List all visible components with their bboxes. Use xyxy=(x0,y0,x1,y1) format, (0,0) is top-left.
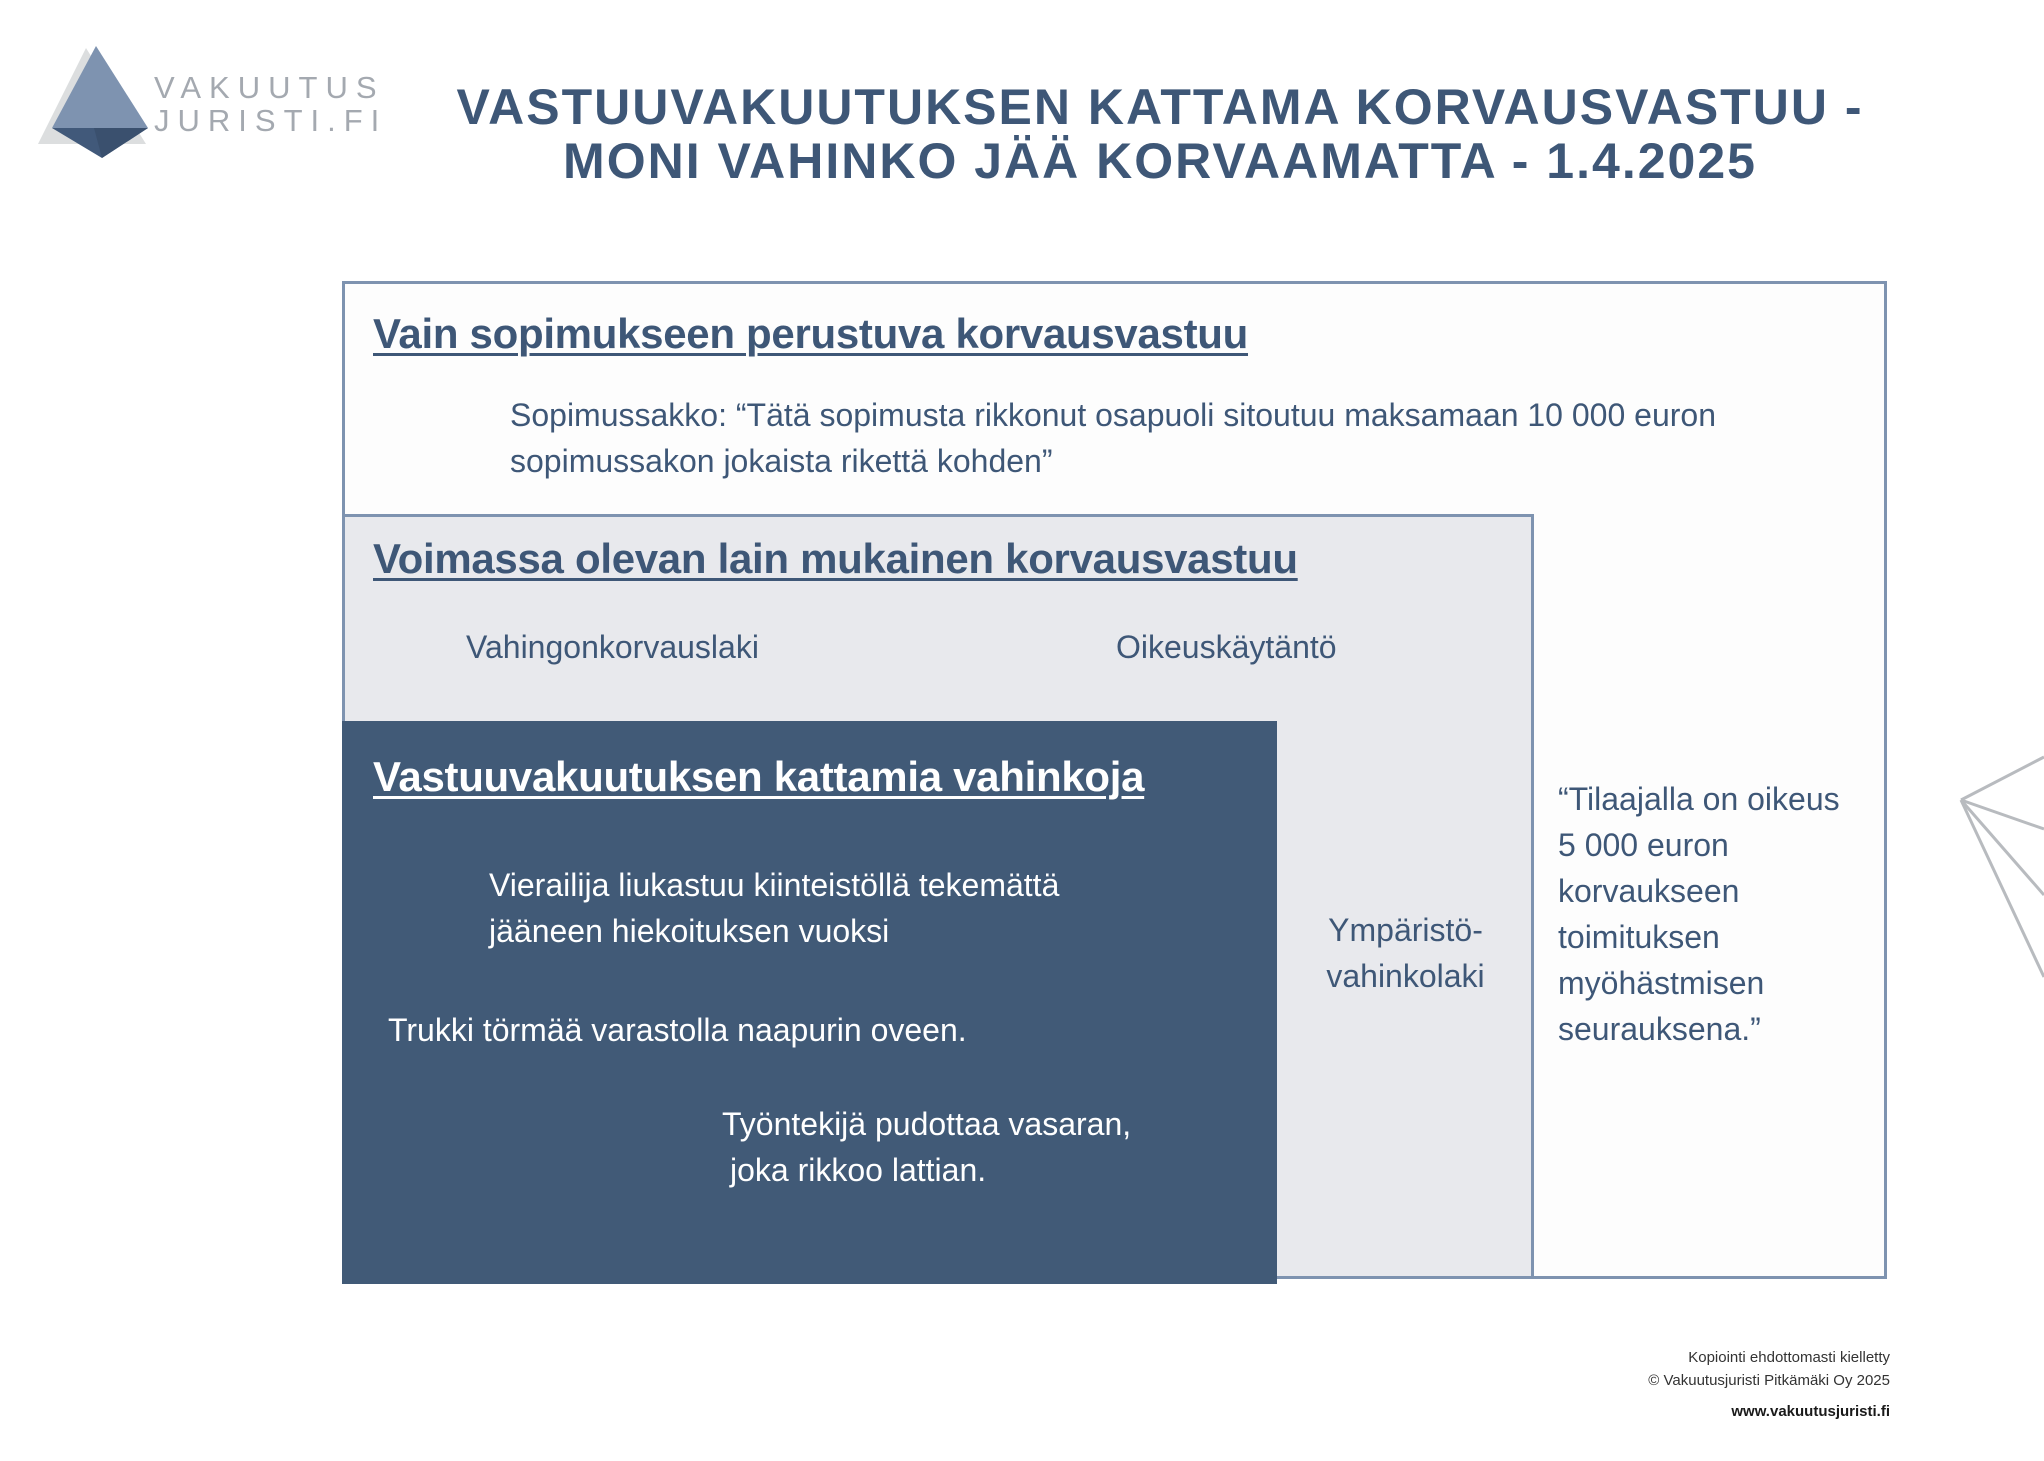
statutory-liability-heading: Voimassa olevan lain mukainen korvausvastuu xyxy=(373,535,1298,582)
example-visitor-slip-line1: Vierailija liukastuu kiinteistöllä tekemättä xyxy=(489,867,1060,903)
page-title xyxy=(340,80,1980,188)
environmental-label-line1: Ympäristö- xyxy=(1328,912,1483,948)
case-law-label: Oikeuskäytäntö xyxy=(1116,629,1337,665)
logo-text-line2: JURISTI.FI xyxy=(154,103,388,138)
quote-line: myöhästmisen xyxy=(1558,965,1765,1001)
contract-penalty-example-line1: Sopimussakko: “Tätä sopimusta rikkonut osapuoli sitoutuu maksamaan 10 000 euron xyxy=(510,397,1716,433)
environmental-damage-act-label xyxy=(1277,907,1534,999)
contract-quote xyxy=(1558,776,1840,1052)
quote-line: “Tilaajalla on oikeus xyxy=(1558,781,1840,817)
contract-penalty-example-line2: sopimussakon jokaista rikettä kohden” xyxy=(510,443,1053,479)
insured-damages-box xyxy=(342,721,1277,1284)
environmental-label-line2: vahinkolaki xyxy=(1326,958,1485,994)
example-visitor-slip-line2: jääneen hiekoituksen vuoksi xyxy=(489,913,890,949)
decorative-lines-icon xyxy=(1955,745,2044,985)
example-forklift: Trukki törmää varastolla naapurin oveen. xyxy=(388,1012,967,1048)
title-line1: VASTUUVAKUUTUKSEN KATTAMA KORVAUSVASTUU - xyxy=(456,79,1864,135)
insured-damages-heading: Vastuuvakuutuksen kattamia vahinkoja xyxy=(373,753,1145,800)
example-hammer-line2: joka rikkoo lattian. xyxy=(730,1152,987,1188)
title-line2: MONI VAHINKO JÄÄ KORVAAMATTA - 1.4.2025 xyxy=(563,133,1757,189)
quote-line: toimituksen xyxy=(1558,919,1720,955)
contract-liability-heading: Vain sopimukseen perustuva korvausvastuu xyxy=(373,310,1249,357)
footer-website: www.vakuutusjuristi.fi xyxy=(1731,1403,1890,1420)
quote-line: korvaukseen xyxy=(1558,873,1740,909)
footer-copy-notice: Kopiointi ehdottomasti kielletty xyxy=(1688,1349,1890,1366)
quote-line: seurauksena.” xyxy=(1558,1011,1761,1047)
logo-text-line1: VAKUUTUS xyxy=(154,70,385,105)
footer-copyright: © Vakuutusjuristi Pitkämäki Oy 2025 xyxy=(1648,1372,1890,1389)
quote-line: 5 000 euron xyxy=(1558,827,1729,863)
example-hammer-line1: Työntekijä pudottaa vasaran, xyxy=(722,1106,1132,1142)
tort-liability-act-label: Vahingonkorvauslaki xyxy=(466,629,759,665)
logo-icon xyxy=(38,42,158,162)
